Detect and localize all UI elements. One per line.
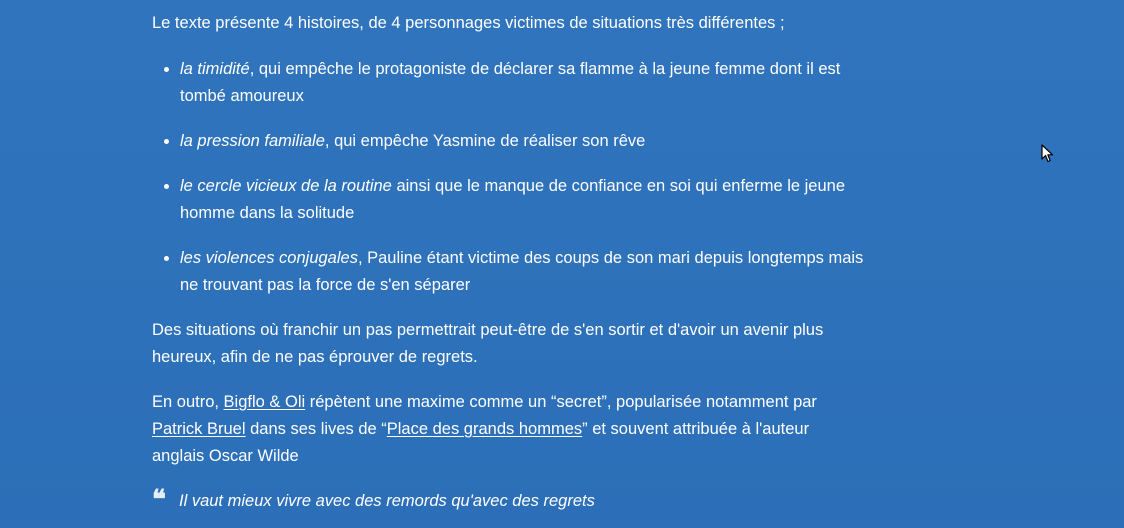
quote-icon: ❝ bbox=[152, 485, 166, 515]
item-text: ainsi que le manque de confiance en soi qui enferme le jeune homme dans la solitude bbox=[180, 177, 845, 222]
item-emphasis: les violences conjugales bbox=[180, 249, 358, 267]
situations-paragraph: Des situations où franchir un pas permettrait peut-être de s'en sortir et d'avoir un avenir plus heureux, afin de ne pas éprouver de regrets. bbox=[152, 321, 824, 366]
item-emphasis: le cercle vicieux de la routine bbox=[180, 177, 392, 195]
outro-paragraph: En outro, Bigflo & Oli répètent une maxime comme un “secret”, popularisée notamment par Patrick Bruel dans ses lives de “Place des grands hommes” et souvent attribuée à l'auteur anglais Oscar Wilde bbox=[152, 393, 817, 465]
bigflo-oli-link[interactable]: Bigflo & Oli bbox=[223, 393, 306, 411]
article-body bbox=[152, 10, 864, 515]
item-emphasis: la timidité bbox=[180, 60, 250, 78]
list-item bbox=[152, 245, 864, 299]
patrick-bruel-link[interactable]: Patrick Bruel bbox=[152, 420, 246, 438]
quote-text: Il vaut mieux vivre avec des remords qu'avec des regrets bbox=[179, 492, 595, 510]
item-text: , qui empêche le protagoniste de déclarer sa flamme à la jeune femme dont il est tombé amoureux bbox=[180, 60, 841, 105]
story-list bbox=[152, 56, 864, 299]
cursor-icon bbox=[1041, 144, 1055, 164]
blockquote bbox=[152, 485, 864, 515]
list-item bbox=[152, 128, 864, 155]
list-item bbox=[152, 173, 864, 227]
item-text: , qui empêche Yasmine de réaliser son rêve bbox=[324, 132, 646, 150]
list-item bbox=[152, 56, 864, 110]
item-emphasis: la pression familiale bbox=[180, 132, 325, 150]
item-text: , Pauline étant victime des coups de son mari depuis longtemps mais ne trouvant pas la force de s'en séparer bbox=[180, 249, 864, 294]
intro-paragraph: Le texte présente 4 histoires, de 4 personnages victimes de situations très différentes ; bbox=[152, 14, 785, 32]
place-des-grands-hommes-link[interactable]: Place des grands hommes bbox=[386, 420, 583, 438]
